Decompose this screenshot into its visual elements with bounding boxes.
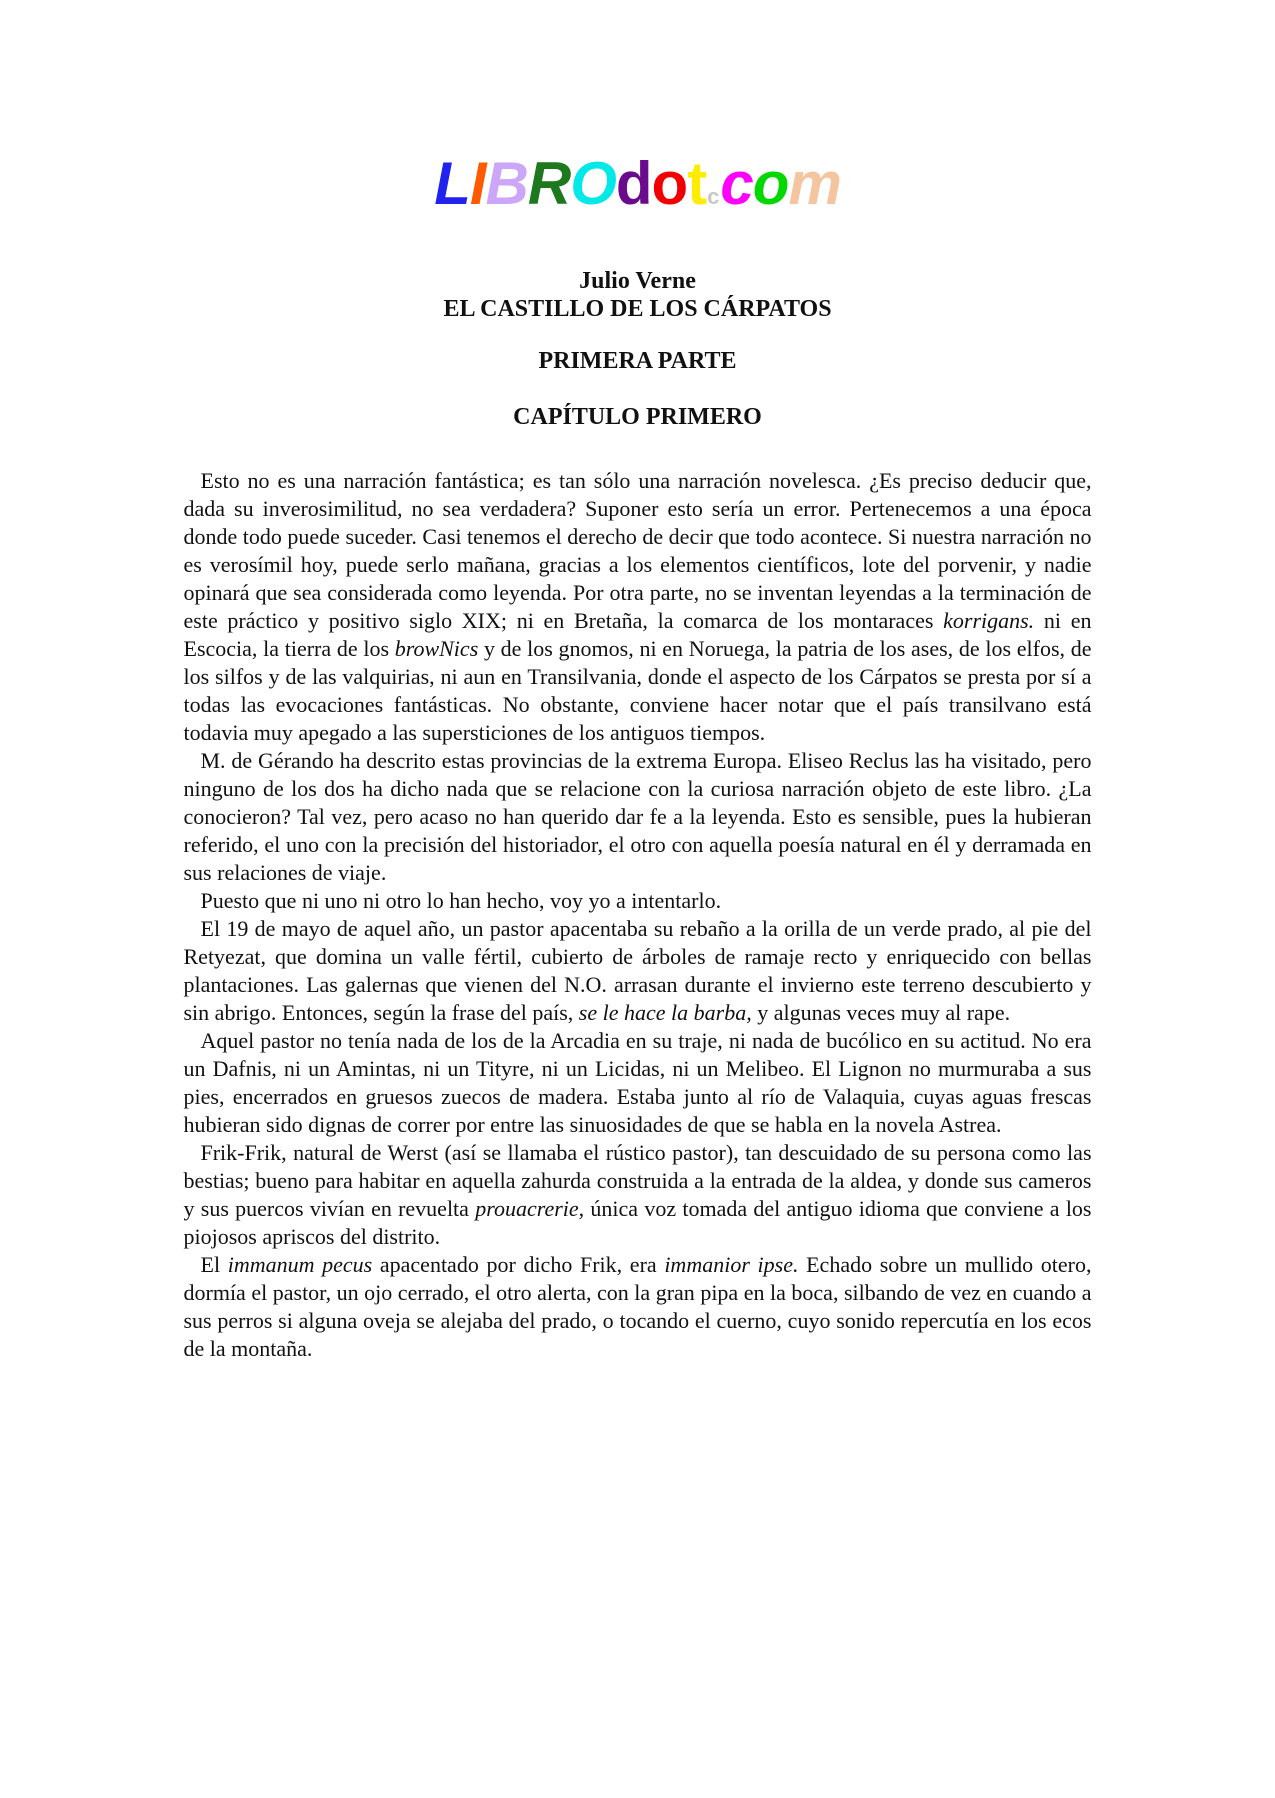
text-run: Frik-Frik, natural de Werst (así se llamaba el rústico pastor), tan descuidado de su persona como las bestias; bueno para habitar en aquella zahurda construida a la entrada de la aldea, y donde sus cameros y sus puercos vivían en revuelta <box>183 1140 1092 1221</box>
paragraph <box>184 887 1092 915</box>
logo-letter: m <box>788 150 841 217</box>
text-run: ni en Escocia, la tierra de los <box>183 608 1092 661</box>
paragraph <box>184 467 1092 747</box>
logo-letter: B <box>485 150 528 217</box>
italic-text-run: prouacrerie, <box>475 1196 585 1221</box>
author-name: Julio Verne <box>579 268 696 294</box>
text-run: apacentado por dicho Frik, era <box>372 1252 665 1277</box>
logo-letter: o <box>752 150 789 217</box>
text-run: Esto no es una narración fantástica; es tan sólo una narración novelesca. ¿Es preciso deducir que, dada su inverosimilitud, no sea verdadera? Suponer esto sería un error. Pertenecemos a una época donde todo puede suceder. Casi tenemos el derecho de decir que todo acontece. Si nuestra narración no es verosímil hoy, puede serlo mañana, gracias a los elementos científicos, lote del porvenir, y nadie opinará que sea considerada como leyenda. Por otra parte, no se inventan leyendas a la terminación de este práctico y positivo siglo XIX; ni en Bretaña, la comarca de los montaraces <box>183 468 1092 633</box>
logo-letter: c <box>707 184 720 209</box>
italic-text-run: browNics <box>394 636 479 661</box>
part-heading: PRIMERA PARTE <box>538 348 737 374</box>
paragraph <box>184 1027 1092 1139</box>
page-header <box>0 267 1275 431</box>
document-page <box>0 148 1275 1798</box>
logo-letter: c <box>720 150 753 217</box>
text-run: El <box>200 1252 228 1277</box>
text-run: y algunas veces muy al rape. <box>751 1000 1011 1025</box>
italic-text-run: se le hace la barba, <box>578 1000 752 1025</box>
text-run: Echado sobre un mullido otero, dormía el pastor, un ojo cerrado, el otro alerta, con la gran pipa en la boca, silbando de vez en cuando a sus perros si alguna oveja se alejaba del prado, o tocando el cuerno, cuyo sonido repercutía en los ecos de la montaña. <box>183 1252 1092 1361</box>
librodot-logo <box>0 148 1275 233</box>
text-run: Aquel pastor no tenía nada de los de la Arcadia en su traje, ni nada de bucólico en su actitud. No era un Dafnis, ni un Amintas, ni un Tityre, ni un Licidas, ni un Melibeo. El Lignon no murmuraba a sus pies, encerrados en gruesos zuecos de madera. Estaba junto al río de Valaquia, cuyas aguas frescas hubieran sido dignas de correr por entre las sinuosidades de que se habla en la novela Astrea. <box>183 1028 1092 1137</box>
text-run: única voz tomada del antiguo idioma que conviene a los piojosos apriscos del distrito. <box>183 1196 1092 1249</box>
logo-letter: I <box>469 150 486 217</box>
text-run: y de los gnomos, ni en Noruega, la patria de los ases, de los elfos, de los silfos y de las valquirias, ni aun en Transilvania, donde el aspecto de los Cárpatos se presta por sí a todas las evocaciones fantásticas. No obstante, conviene hacer notar que el país transilvano está todavia muy apegado a las supersticiones de los antiguos tiempos. <box>183 636 1092 745</box>
text-run: El 19 de mayo de aquel año, un pastor apacentaba su rebaño a la orilla de un verde prado, al pie del Retyezat, que domina un valle fértil, cubierto de árboles de ramaje recto y enriquecido con bellas plantaciones. Las galernas que vienen del N.O. arrasan durante el invierno este terreno descubierto y sin abrigo. Entonces, según la frase del país, <box>183 916 1092 1025</box>
body-text <box>184 467 1092 1363</box>
italic-text-run: immanior ipse. <box>664 1252 799 1277</box>
text-run: M. de Gérando ha descrito estas provincias de la extrema Europa. Eliseo Reclus las ha visitado, pero ninguno de los dos ha dicho nada que se relacione con la curiosa narración objeto de este libro. ¿La conocieron? Tal vez, pero acaso no han querido dar fe a la leyenda. Esto es sensible, pues la hubieran referido, el uno con la precisión del historiador, el otro con aquella poesía natural en él y derramada en sus relaciones de viaje. <box>183 748 1092 885</box>
logo-letter: L <box>434 150 470 217</box>
paragraph <box>184 915 1092 1027</box>
paragraph <box>184 1251 1092 1363</box>
italic-text-run: immanum pecus <box>227 1252 373 1277</box>
logo-letter: o <box>651 150 688 217</box>
logo-letter: R <box>527 150 571 217</box>
paragraph <box>184 1139 1092 1251</box>
paragraph <box>184 747 1092 887</box>
logo-letter: O <box>570 150 616 217</box>
logo-letter: t <box>687 150 707 217</box>
book-title: EL CASTILLO DE LOS CÁRPATOS <box>443 296 832 322</box>
italic-text-run: korrigans. <box>943 608 1035 633</box>
text-run: Puesto que ni uno ni otro lo han hecho, voy yo a intentarlo. <box>200 888 722 913</box>
chapter-heading: CAPÍTULO PRIMERO <box>513 404 762 430</box>
logo-letter: d <box>615 150 652 217</box>
